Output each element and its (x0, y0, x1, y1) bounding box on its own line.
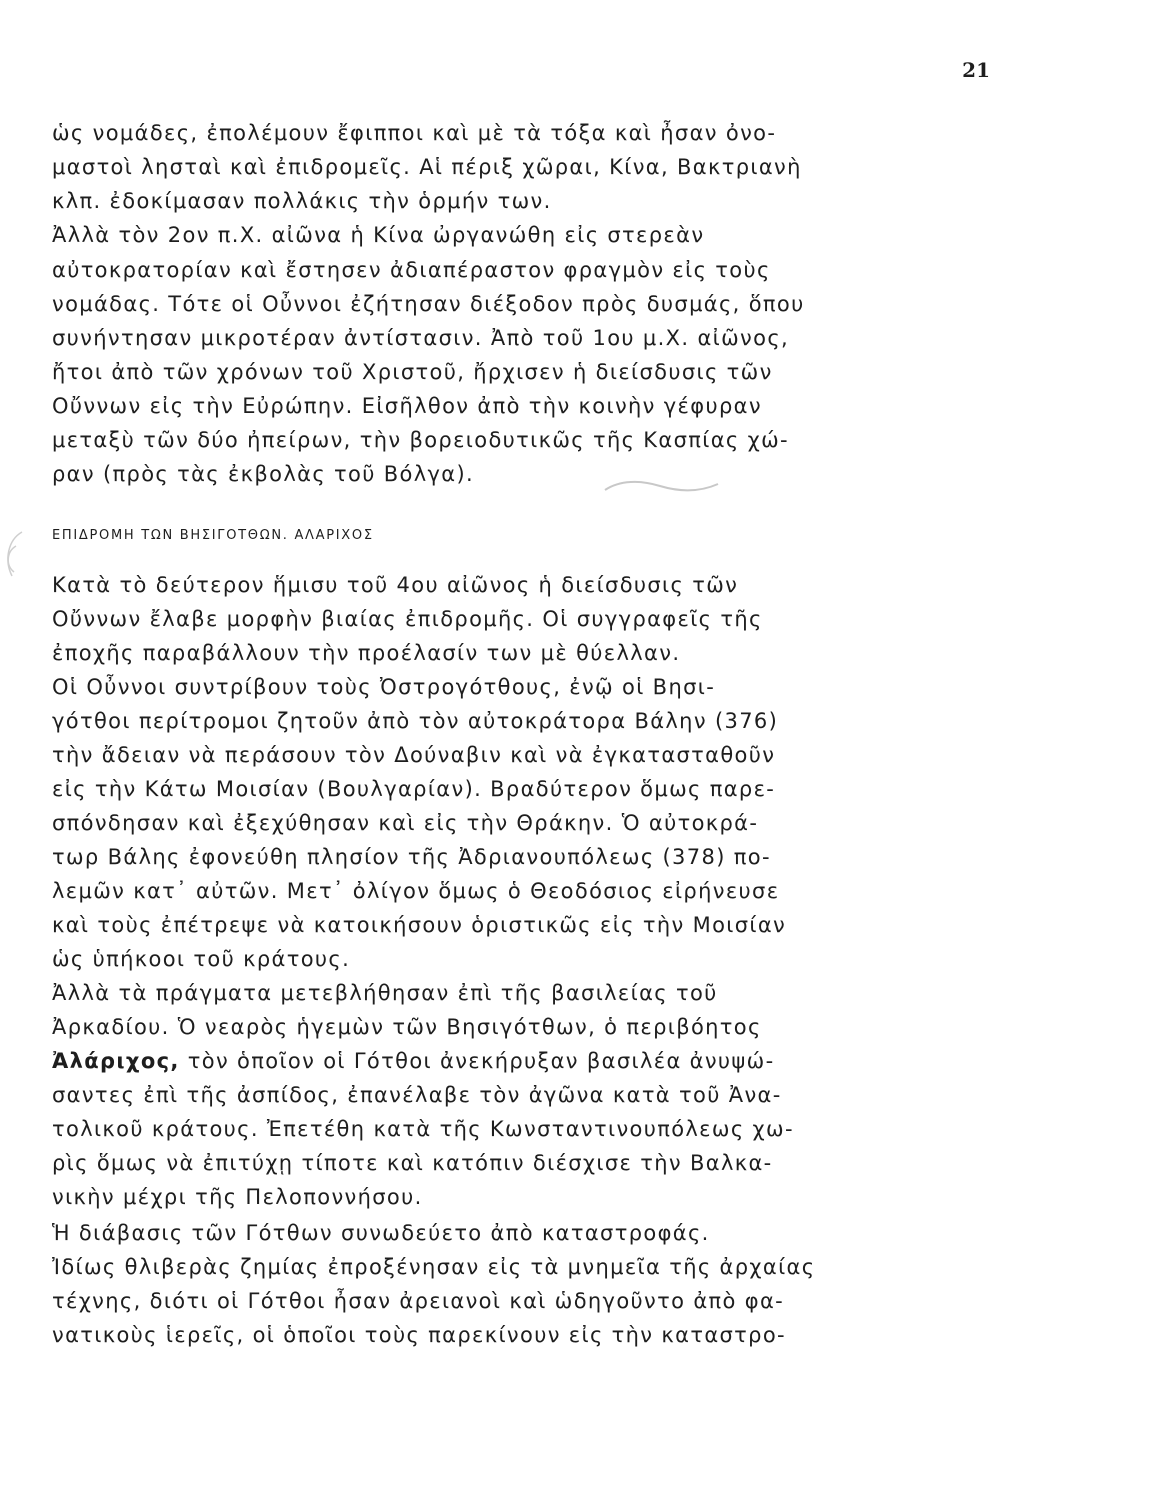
text-line: Ἀλλὰ τὰ πράγματα μετεβλήθησαν ἐπὶ τῆς βασιλείας τοῦ (52, 981, 718, 1005)
page-number: 21 (962, 58, 990, 82)
text-line: Οὔννων εἰς τὴν Εὐρώπην. Εἰσῆλθον ἀπὸ τὴν κοινὴν γέφυραν (52, 394, 762, 418)
text-line: σαντες ἐπὶ τῆς ἀσπίδος, ἐπανέλαβε τὸν ἀγῶνα κατὰ τοῦ Ἀνα- (52, 1083, 782, 1107)
text-line: μαστοὶ λησταὶ καὶ ἐπιδρομεῖς. Αἱ πέριξ χῶραι, Κίνα, Βακτριανὴ (52, 155, 802, 179)
text-line: κλπ. ἐδοκίμασαν πολλάκις τὴν ὁρμήν των. (52, 189, 552, 213)
text-line: Ἰδίως θλιβερὰς ζημίας ἐπροξένησαν εἰς τὰ μνημεῖα τῆς ἀρχαίας (52, 1255, 816, 1279)
text-line: Κατὰ τὸ δεύτερον ἥμισυ τοῦ 4ου αἰῶνος ἡ διείσδυσις τῶν (52, 573, 739, 597)
text-line: ἤτοι ἀπὸ τῶν χρόνων τοῦ Χριστοῦ, ἤρχισεν ἡ διείσδυσις τῶν (52, 360, 773, 384)
text-line: ὡς ὑπήκοοι τοῦ κράτους. (52, 947, 351, 971)
text-line: σπόνδησαν καὶ ἐξεχύθησαν καὶ εἰς τὴν Θράκην. Ὁ αὐτοκρά- (52, 811, 759, 835)
text-line: Ἀρκαδίου. Ὁ νεαρὸς ἡγεμὼν τῶν Βησιγότθων, ὁ περιβόητος (52, 1015, 762, 1039)
text-line: γότθοι περίτρομοι ζητοῦν ἀπὸ τὸν αὐτοκράτορα Βάλην (376) (52, 709, 779, 733)
text-line: καὶ τοὺς ἐπέτρεψε νὰ κατοικήσουν ὁριστικῶς εἰς τὴν Μοισίαν (52, 913, 787, 937)
margin-stamp-icon (0, 526, 30, 586)
text-line: αὐτοκρατορίαν καὶ ἔστησεν ἀδιαπέραστον φραγμὸν εἰς τοὺς (52, 258, 771, 282)
text-line: Οὔννων ἔλαβε μορφὴν βιαίας ἐπιδρομῆς. Οἱ συγγραφεῖς τῆς (52, 607, 763, 631)
text-line: Ἡ διάβασις τῶν Γότθων συνωδεύετο ἀπὸ καταστροφάς. (52, 1221, 710, 1245)
text-line: εἰς τὴν Κάτω Μοισίαν (Βουλγαρίαν). Βραδύτερον ὅμως παρε- (52, 777, 776, 801)
text-line: τολικοῦ κράτους. Ἐπετέθη κατὰ τῆς Κωνσταντινουπόλεως χω- (52, 1117, 794, 1141)
text-line: Ἀλλὰ τὸν 2ον π.Χ. αἰῶνα ἡ Κίνα ὠργανώθη εἰς στερεὰν (52, 223, 705, 247)
text-line: ὡς νομάδες, ἐπολέμουν ἔφιπποι καὶ μὲ τὰ τόξα καὶ ἦσαν ὀνο- (52, 121, 777, 145)
text-line: ἐποχῆς παραβάλλουν τὴν προέλασίν των μὲ θύελλαν. (52, 641, 681, 665)
text-line: λεμῶν κατ᾽ αὐτῶν. Μετ᾽ ὀλίγον ὅμως ὁ Θεοδόσιος εἰρήνευσε (52, 879, 780, 903)
pencil-mark-icon (600, 472, 720, 502)
text-line-alaric (52, 1046, 1161, 1076)
text-line: ραν (πρὸς τὰς ἐκβολὰς τοῦ Βόλγα). (52, 462, 475, 486)
text-line: νατικοὺς ἱερεῖς, οἱ ὁποῖοι τοὺς παρεκίνουν εἰς τὴν καταστρο- (52, 1323, 786, 1347)
alaric-line-rest: τὸν ὁποῖον οἱ Γότθοι ἀνεκήρυξαν βασιλέα ἀνυψώ- (179, 1049, 775, 1073)
text-line: μεταξὺ τῶν δύο ἠπείρων, τὴν βορειοδυτικῶς τῆς Κασπίας χώ- (52, 428, 789, 452)
text-line: νομάδας. Τότε οἱ Οὖννοι ἐζήτησαν διέξοδον πρὸς δυσμάς, ὅπου (52, 292, 805, 316)
text-line: τωρ Βάλης ἐφονεύθη πλησίον τῆς Ἀδριανουπόλεως (378) πο- (52, 845, 771, 869)
text-line: ρὶς ὅμως νὰ ἐπιτύχῃ τίποτε καὶ κατόπιν διέσχισε τὴν Βαλκα- (52, 1151, 773, 1175)
text-line: τὴν ἄδειαν νὰ περάσουν τὸν Δούναβιν καὶ νὰ ἐγκατασταθοῦν (52, 743, 776, 767)
text-line: Οἱ Οὖννοι συντρίβουν τοὺς Ὀστρογότθους, ἐνῷ οἱ Βησι- (52, 675, 716, 699)
alaric-name: Ἀλάριχος, (52, 1049, 180, 1073)
text-line: νικὴν μέχρι τῆς Πελοποννήσου. (52, 1185, 423, 1209)
section-heading: ΕΠΙΔΡΟΜΗ ΤΩΝ ΒΗΣΙΓΟΤΘΩΝ. ΑΛΑΡΙΧΟΣ (52, 528, 374, 543)
text-line: συνήντησαν μικροτέραν ἀντίστασιν. Ἀπὸ τοῦ 1ου μ.Χ. αἰῶνος, (52, 326, 790, 350)
text-line: τέχνης, διότι οἱ Γότθοι ἦσαν ἀρειανοὶ καὶ ὡδηγοῦντο ἀπὸ φα- (52, 1289, 785, 1313)
